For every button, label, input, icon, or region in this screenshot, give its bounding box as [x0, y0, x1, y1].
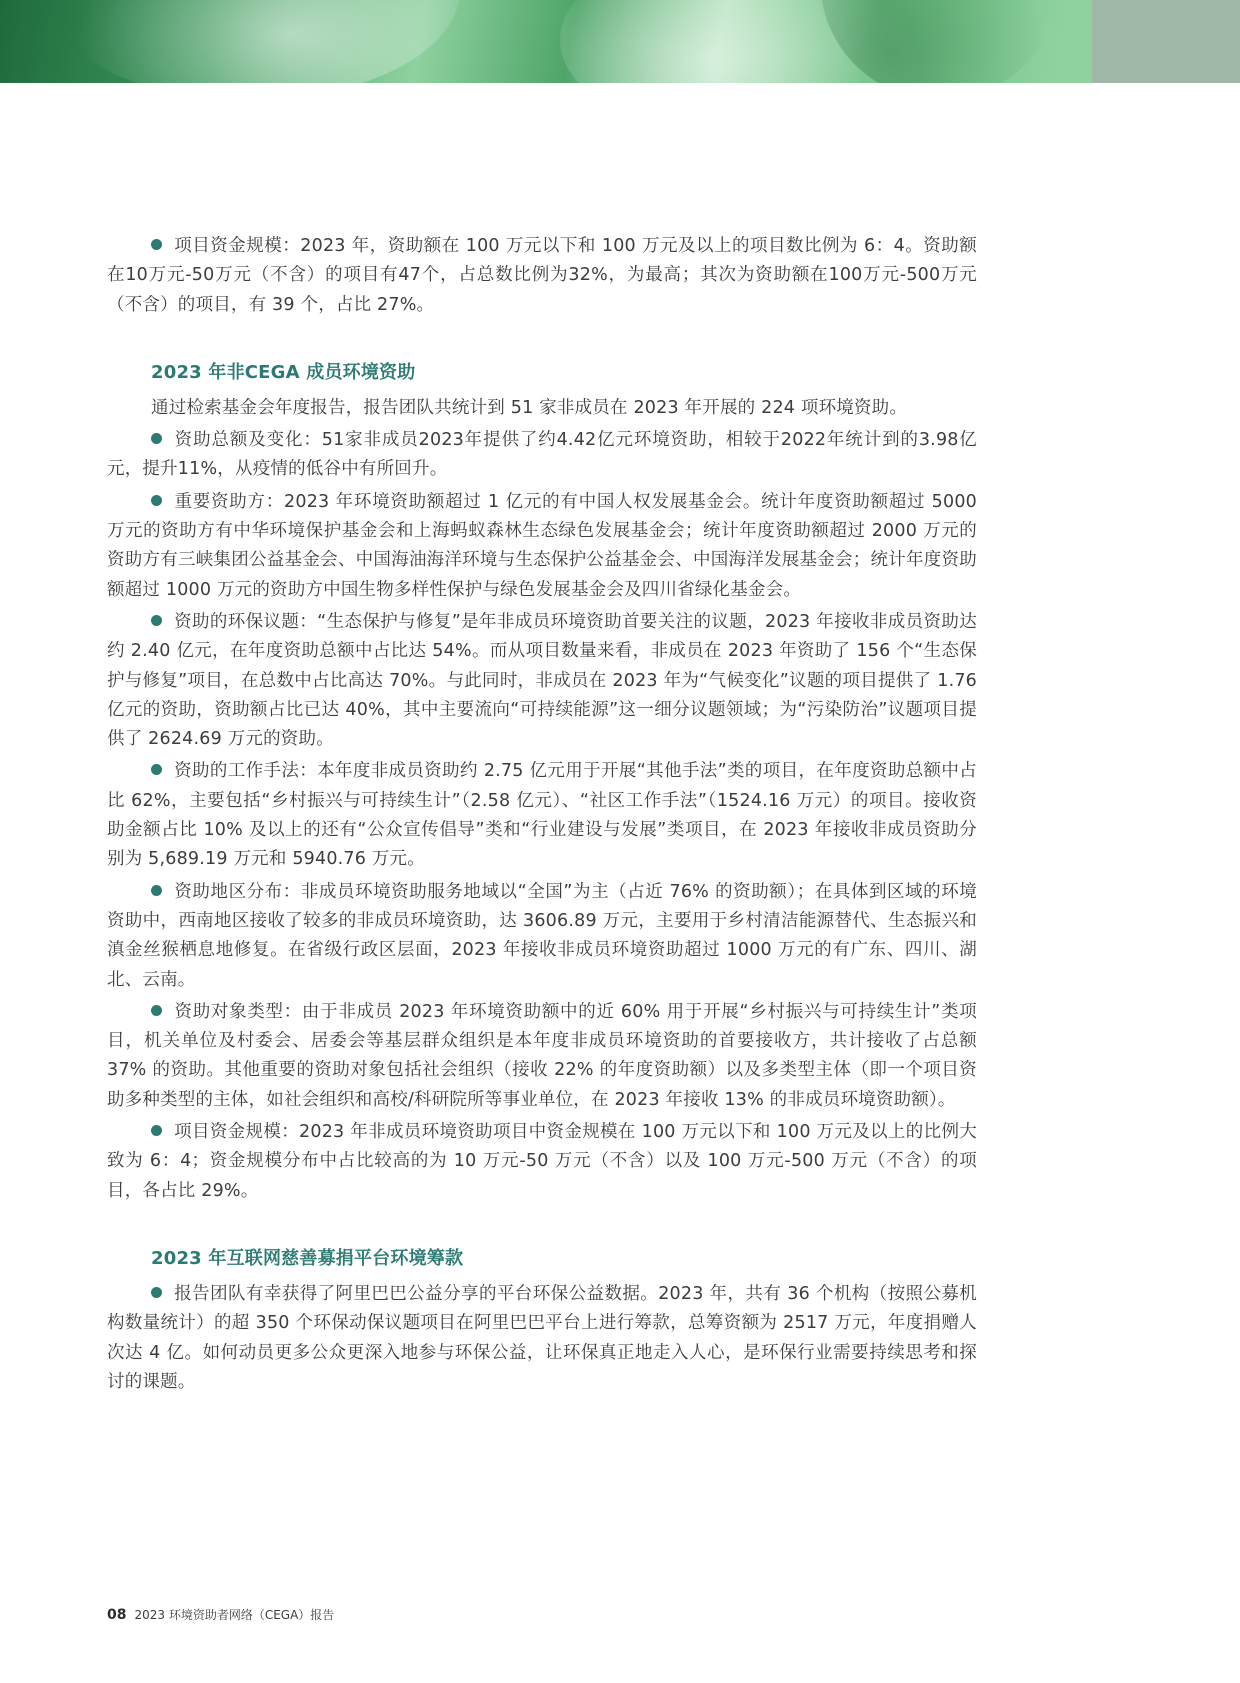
page-footer — [107, 1606, 334, 1624]
banner-side-strip — [1092, 0, 1240, 83]
bullet-paragraph: 项目资金规模：2023 年非成员环境资助项目中资金规模在 100 万元以下和 100 万元及以上的比例大致为 6：4；资金规模分布中占比较高的为 10 万元-50 万元（不含）以及 100 万元-500 万元（不含）的项目，各占比 29%。 — [107, 1122, 977, 1201]
bullet-paragraph: 报告团队有幸获得了阿里巴巴公益分享的平台环保公益数据。2023 年，共有 36 个机构（按照公募机构数量统计）的超 350 个环保动保议题项目在阿里巴巴平台上进行筹款，总筹资额为 2517 万元，年度捐赠人次达 4 亿。如何动员更多公众更深入地参与环保公益，让环保真正地走入人心，是环保行业需要持续思考和探讨的课题。 — [107, 1283, 977, 1392]
bullet-dot-icon — [151, 1005, 162, 1016]
main-content — [107, 232, 977, 1400]
bullet-paragraph: 项目资金规模：2023 年，资助额在 100 万元以下和 100 万元及以上的项目数比例为 6：4。资助额在10万元-50万元（不含）的项目有47个，占总数比例为32%，为最高；其次为资助额在100万元-500万元（不含）的项目，有 39 个，占比 27%。 — [107, 236, 977, 315]
bullet-dot-icon — [151, 764, 162, 775]
bullet-dot-icon — [151, 433, 162, 444]
bullet-dot-icon — [151, 1125, 162, 1136]
bullet-paragraph: 重要资助方：2023 年环境资助额超过 1 亿元的有中国人权发展基金会。统计年度资助额超过 5000 万元的资助方有中华环境保护基金会和上海蚂蚁森林生态绿色发展基金会；统计年度资助额超过 2000 万元的资助方有三峡集团公益基金会、中国海油海洋环境与生态保护公益基金会、中国海洋发展基金会；统计年度资助额超过 1000 万元的资助方中国生物多样性保护与绿色发展基金会及四川省绿化基金会。 — [107, 491, 977, 600]
section-heading-non-member: 2023 年非CEGA 成员环境资助 — [151, 361, 416, 383]
section-intro: 通过检索基金会年度报告，报告团队共统计到 51 家非成员在 2023 年开展的 224 项环境资助。 — [151, 397, 908, 418]
section-heading-online-fundraising: 2023 年互联网慈善募捐平台环境筹款 — [151, 1247, 464, 1269]
page-number: 08 — [107, 1607, 127, 1623]
bullet-paragraph: 资助的环保议题：“生态保护与修复”是年非成员环境资助首要关注的议题，2023 年接收非成员资助达约 2.40 亿元，在年度资助总额中占比达 54%。而从项目数量来看，非成员在 2023 年资助了 156 个“生态保护与修复”项目，在总数中占比高达 70%。与此同时，非成员在 2023 年为“气候变化”议题的项目提供了 1.76 亿元的资助，资助额占比已达 40%，其中主要流向“可持续能源”这一细分议题领域；为“污染防治”议题项目提供了 2624.69 万元的资助。 — [107, 611, 977, 750]
banner-fold — [40, 0, 460, 83]
bullet-paragraph: 资助地区分布：非成员环境资助服务地域以“全国”为主（占近 76% 的资助额）；在具体到区域的环境资助中，西南地区接收了较多的非成员环境资助，达 3606.89 万元，主要用于乡村清洁能源替代、生态振兴和滇金丝猴栖息地修复。在省级行政区层面，2023 年接收非成员环境资助超过 1000 万元的有广东、四川、湖北、云南。 — [107, 881, 977, 990]
bullet-paragraph: 资助的工作手法：本年度非成员资助约 2.75 亿元用于开展“其他手法”类的项目，在年度资助总额中占比 62%，主要包括“乡村振兴与可持续生计”（2.58 亿元）、“社区工作手法”（1524.16 万元）的项目。接收资助金额占比 10% 及以上的还有“公众宣传倡导”类和“行业建设与发展”类项目，在 2023 年接收非成员资助分别为 5,689.19 万元和 5940.76 万元。 — [107, 761, 977, 870]
report-title: 2023 环境资助者网络（CEGA）报告 — [134, 1608, 335, 1622]
bullet-dot-icon — [151, 495, 162, 506]
bullet-paragraph: 资助对象类型：由于非成员 2023 年环境资助额中的近 60% 用于开展“乡村振兴与可持续生计”类项目，机关单位及村委会、居委会等基层群众组织是本年度非成员环境资助的首要接收方，共计接收了占总额 37% 的资助。其他重要的资助对象包括社会组织（接收 22% 的年度资助额）以及多类型主体（即一个项目资助多种类型的主体，如社会组织和高校/科研院所等事业单位，在 2023 年接收 13% 的非成员环境资助额）。 — [107, 1001, 977, 1110]
bullet-dot-icon — [151, 1287, 162, 1298]
header-banner — [0, 0, 1240, 83]
bullet-dot-icon — [151, 239, 162, 250]
bullet-dot-icon — [151, 885, 162, 896]
bullet-paragraph: 资助总额及变化：51家非成员2023年提供了约4.42亿元环境资助，相较于2022年统计到的3.98亿元，提升11%，从疫情的低谷中有所回升。 — [107, 430, 977, 480]
bullet-dot-icon — [151, 615, 162, 626]
